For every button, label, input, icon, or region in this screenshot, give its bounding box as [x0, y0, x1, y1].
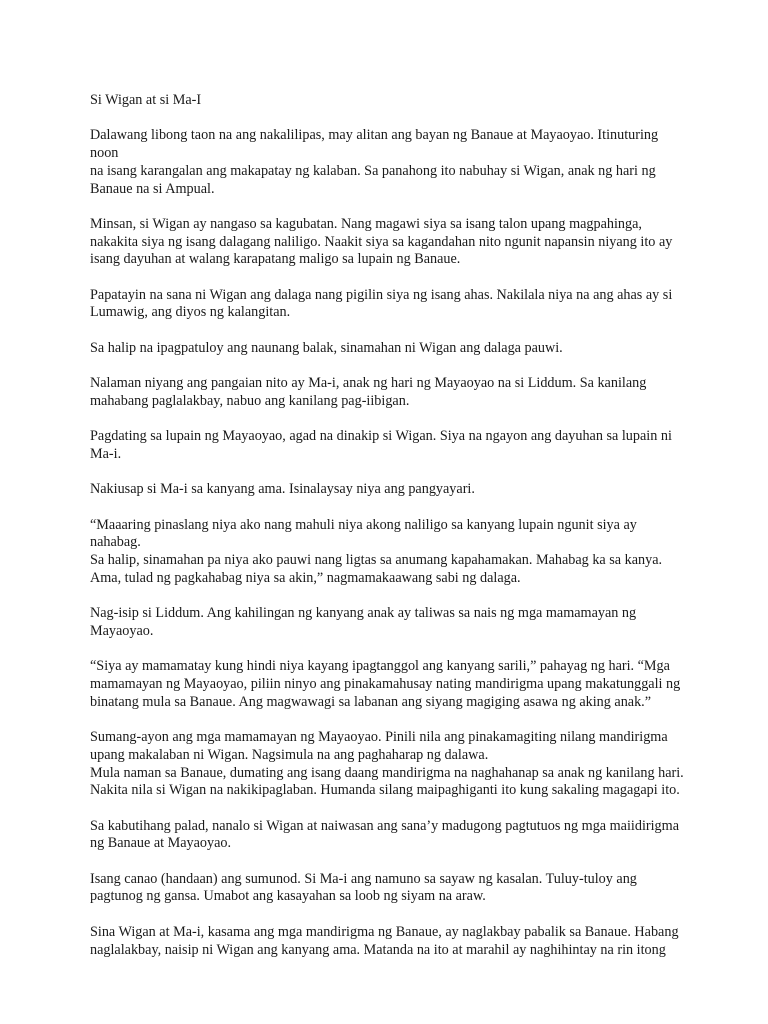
paragraph-line: upang makalaban ni Wigan. Nagsimula na ang paghaharap ng dalawa. — [90, 746, 489, 763]
document-page — [90, 92, 686, 959]
paragraph-3 — [90, 287, 686, 322]
paragraph-line: Minsan, si Wigan ay nangaso sa kagubatan. Nang magawi siya sa isang talon upang magpahinga, — [90, 215, 642, 232]
paragraph-line: na isang karangalan ang makapatay ng kalaban. Sa panahong ito nabuhay si Wigan, anak ng hari ng — [90, 162, 656, 179]
paragraph-line: Mula naman sa Banaue, dumating ang isang daang mandirigma na naghahanap sa anak ng kanilang hari. — [90, 764, 684, 781]
paragraph-12 — [90, 818, 686, 853]
paragraph-line: Pagdating sa lupain ng Mayaoyao, agad na dinakip si Wigan. Siya na ngayon ang dayuhan sa lupain ni — [90, 428, 672, 445]
paragraph-5 — [90, 375, 686, 410]
paragraph-line: “Siya ay mamamatay kung hindi niya kayang ipagtanggol ang kanyang sarili,” pahayag ng hari. “Mga — [90, 658, 670, 675]
document-title: Si Wigan at si Ma-I — [90, 92, 202, 108]
paragraph-line: pagtunog ng gansa. Umabot ang kasayahan sa loob ng siyam na araw. — [90, 888, 486, 905]
paragraph-line: Mayaoyao. — [90, 622, 154, 639]
paragraph-line: Isang canao (handaan) ang sumunod. Si Ma-i ang namuno sa sayaw ng kasalan. Tuluy-tuloy ang — [90, 870, 637, 887]
paragraph-line: “Maaaring pinaslang niya ako nang mahuli niya akong naliligo sa kanyang lupain ngunit siya ay nahabag. — [90, 516, 637, 551]
paragraph-14 — [90, 924, 686, 959]
paragraph-line: naglalakbay, naisip ni Wigan ang kanyang ama. Matanda na ito at marahil ay naghihintay na rin itong — [90, 941, 666, 958]
paragraph-line: Sina Wigan at Ma-i, kasama ang mga mandirigma ng Banaue, ay naglakbay pabalik sa Banaue. Habang — [90, 923, 679, 940]
paragraph-line: Sa halip na ipagpatuloy ang naunang balak, sinamahan ni Wigan ang dalaga pauwi. — [90, 339, 563, 356]
paragraph-line: Ama, tulad ng pagkahabag niya sa akin,” nagmamakaawang sabi ng dalaga. — [90, 569, 521, 586]
paragraph-line: mamamayan ng Mayaoyao, piliin ninyo ang pinakamahusay nating mandirigma upang makatunggali ng — [90, 676, 681, 693]
paragraph-9 — [90, 605, 686, 640]
paragraph-line: Lumawig, ang diyos ng kalangitan. — [90, 304, 291, 321]
paragraph-line: mahabang paglalakbay, nabuo ang kanilang pag-iibigan. — [90, 392, 410, 409]
paragraph-line: Nakiusap si Ma-i sa kanyang ama. Isinalaysay niya ang pangyayari. — [90, 481, 475, 498]
paragraph-line: Nag-isip si Liddum. Ang kahilingan ng kanyang anak ay taliwas sa nais ng mga mamamayan ng — [90, 605, 637, 622]
paragraph-line: Ma-i. — [90, 445, 122, 462]
paragraph-line: Dalawang libong taon na ang nakalilipas, may alitan ang bayan ng Banaue at Mayaoyao. Itinuturing noon — [90, 127, 659, 162]
paragraph-line: Nakita nila si Wigan na nakikipaglaban. Humanda silang maipaghiganti ito kung sakaling magagapi ito. — [90, 782, 680, 799]
document-body — [90, 127, 686, 959]
paragraph-6 — [90, 428, 686, 463]
paragraph-line: ng Banaue at Mayaoyao. — [90, 835, 232, 852]
paragraph-line: Sumang-ayon ang mga mamamayan ng Mayaoyao. Pinili nila ang pinakamagiting nilang mandirigma — [90, 729, 668, 746]
paragraph-1 — [90, 127, 686, 198]
paragraph-line: Banaue na si Ampual. — [90, 180, 215, 197]
paragraph-line: nakakita siya ng isang dalagang naliligo. Naakit siya sa kagandahan nito ngunit napansin niyang ito ay — [90, 233, 673, 250]
paragraph-line: binatang mula sa Banaue. Ang magwawagi sa labanan ang siyang magiging asawa ng aking anak.” — [90, 693, 652, 710]
paragraph-11 — [90, 729, 686, 800]
paragraph-line: Nalaman niyang ang pangaian nito ay Ma-i, anak ng hari ng Mayaoyao na si Liddum. Sa kanilang — [90, 375, 647, 392]
paragraph-7 — [90, 481, 686, 499]
paragraph-4 — [90, 340, 686, 358]
paragraph-line: Sa kabutihang palad, nanalo si Wigan at naiwasan ang sana’y madugong pagtutuos ng mga maiidirigma — [90, 817, 679, 834]
paragraph-13 — [90, 871, 686, 906]
paragraph-line: isang dayuhan at walang karapatang maligo sa lupain ng Banaue. — [90, 251, 461, 268]
paragraph-line: Papatayin na sana ni Wigan ang dalaga nang pigilin siya ng isang ahas. Nakilala niya na ang ahas ay si — [90, 286, 673, 303]
paragraph-line: Sa halip, sinamahan pa niya ako pauwi nang ligtas sa anumang kapahamakan. Mahabag ka sa kanya. — [90, 552, 663, 569]
paragraph-10 — [90, 658, 686, 711]
paragraph-2 — [90, 216, 686, 269]
paragraph-8 — [90, 517, 686, 588]
